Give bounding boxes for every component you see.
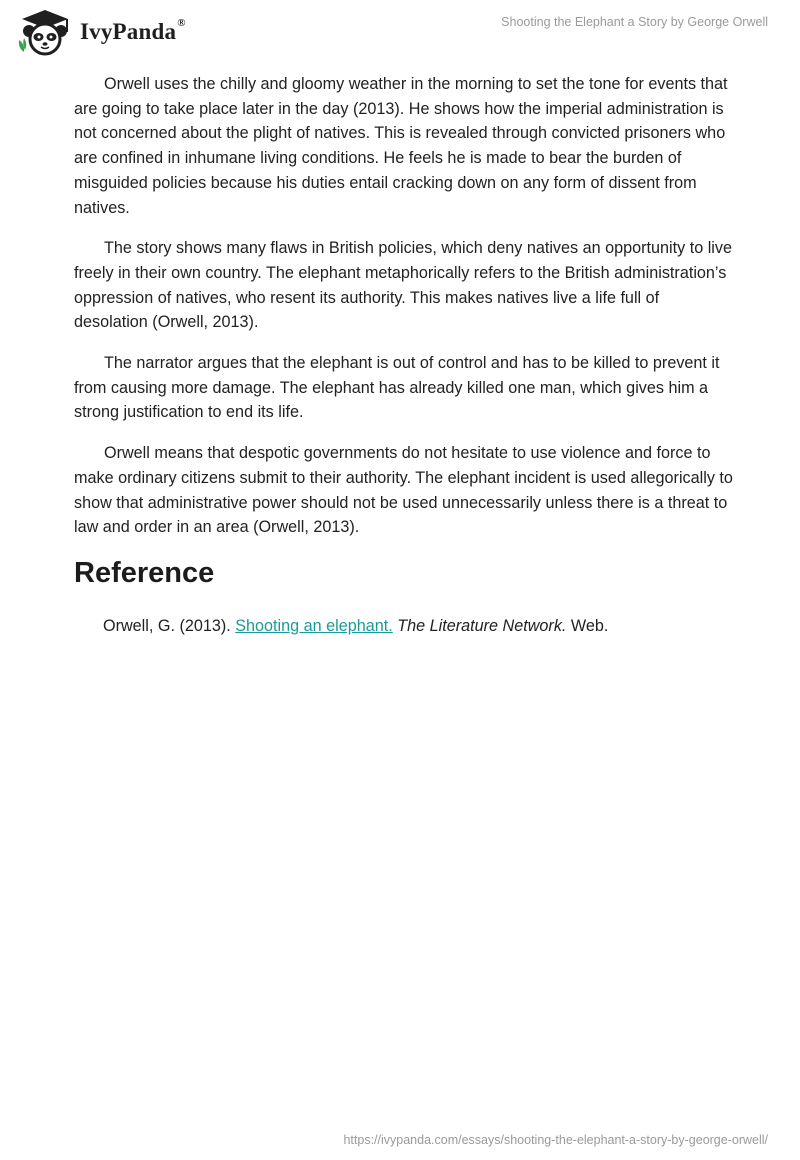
reference-journal: The Literature Network. — [397, 616, 567, 635]
reference-author: Orwell, G. (2013). — [103, 616, 236, 635]
registered-mark: ® — [177, 17, 186, 30]
footer-url[interactable]: https://ivypanda.com/essays/shooting-the-elephant-a-story-by-george-orwell/ — [343, 1133, 768, 1147]
paragraph-1: Orwell uses the chilly and gloomy weather in the morning to set the tone for events that are going to take place later in the day (2013). He shows how the imperial administration is not concerned about the plight of natives. This is revealed through convicted prisoners who are confined in inhumane living conditions. He feels he is made to bear the burden of misguided policies because his duties entail cracking down on any form of dissent from natives. — [74, 75, 728, 217]
brand-name[interactable]: IvyPanda® — [80, 17, 186, 44]
paragraph-4: Orwell means that despotic governments do not hesitate to use violence and force to make ordinary citizens submit to their authority. The elephant incident is used allegorically to show that administrative power should not be used unnecessarily unless there is a threat to law and order in an area (Orwell, 2013). — [74, 444, 733, 537]
ivypanda-logo[interactable] — [16, 8, 186, 56]
paragraph-3: The narrator argues that the elephant is out of control and has to be killed to prevent it from causing more damage. The elephant has already killed one man, which gives him a strong justification to end its life. — [74, 354, 720, 422]
essay-content — [74, 72, 734, 638]
paragraph-2: The story shows many flaws in British policies, which deny natives an opportunity to live freely in their own country. The elephant metaphorically refers to the British administration’s oppression of natives, who resent its authority. This makes natives live a life full of desolation (Orwell, 2013). — [74, 239, 733, 332]
reference-heading: Reference — [74, 556, 215, 589]
reference-suffix: Web. — [566, 616, 609, 635]
reference-link[interactable]: Shooting an elephant. — [235, 616, 393, 635]
reference-entry — [103, 614, 734, 638]
panda-graduate-icon — [16, 8, 74, 56]
page-header — [0, 0, 800, 64]
document-title: Shooting the Elephant a Story by George Orwell — [501, 15, 768, 29]
